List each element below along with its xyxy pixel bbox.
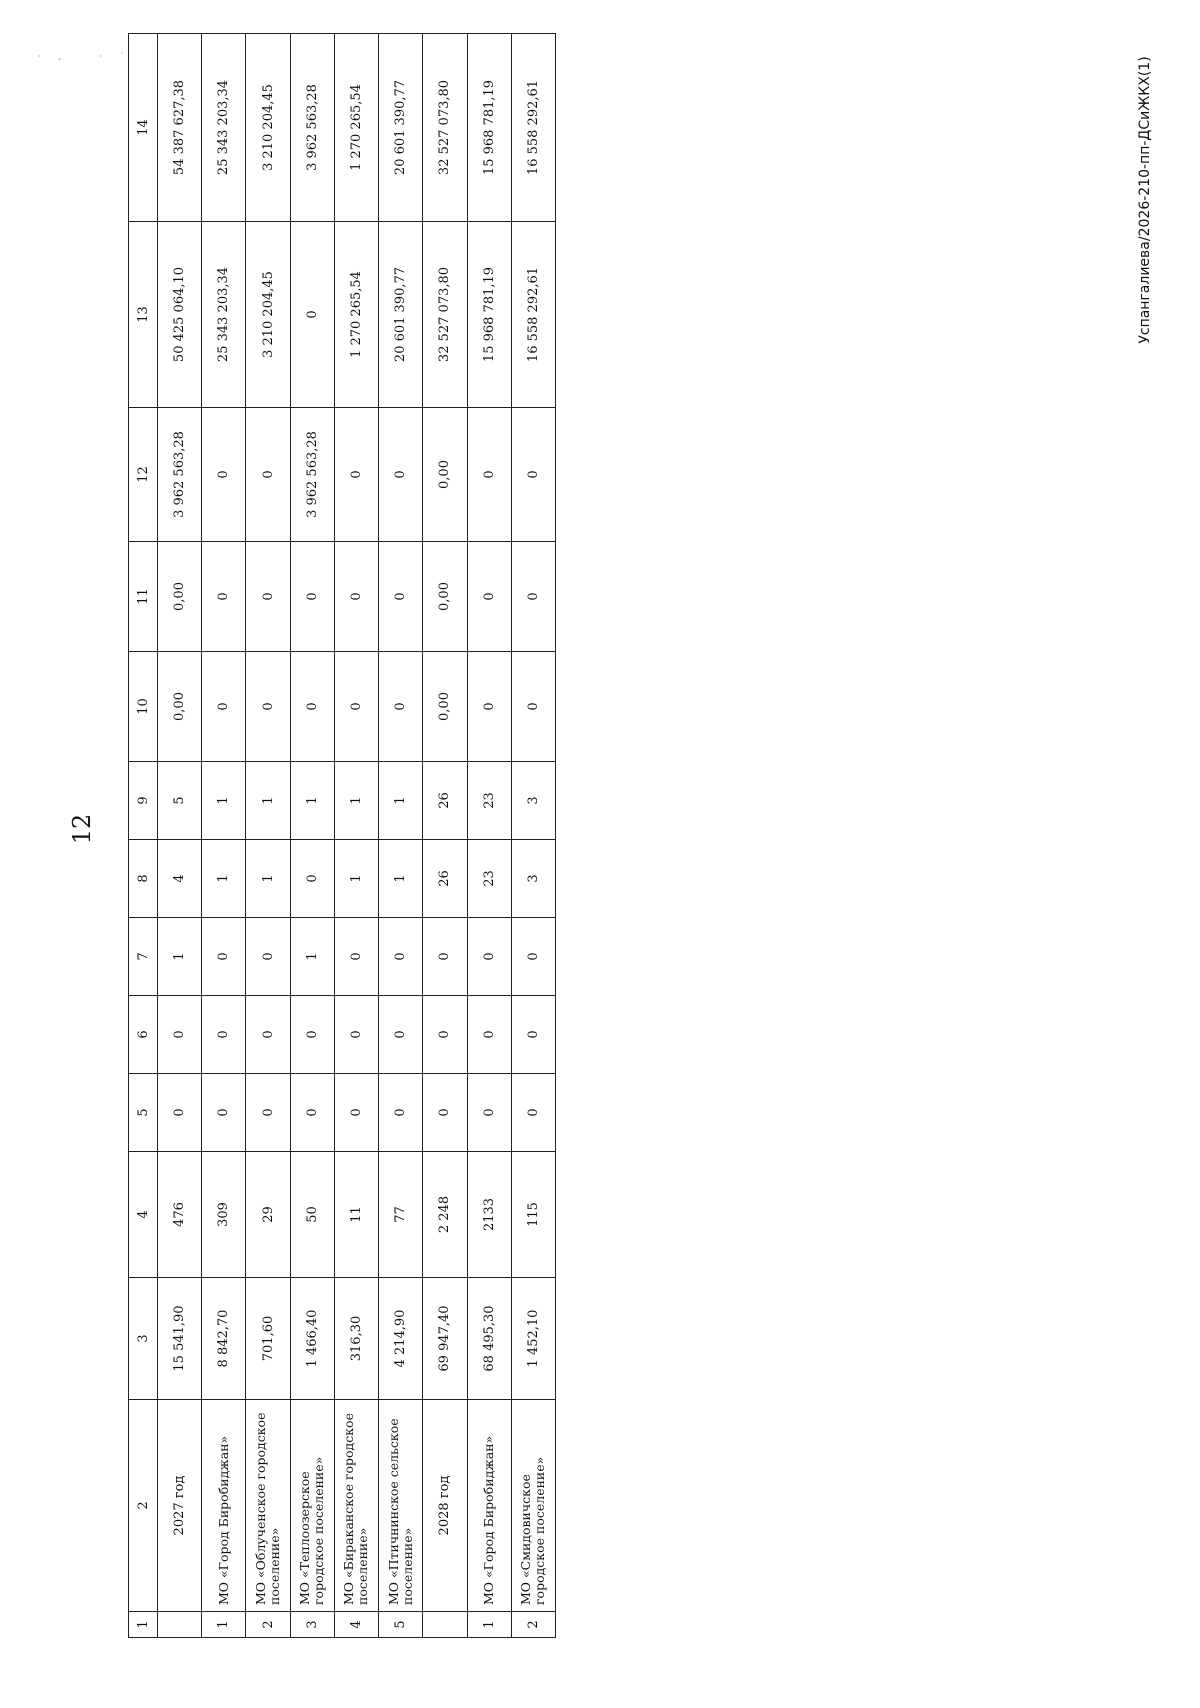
table-cell: 1 (467, 1612, 511, 1638)
table-cell: 0 (467, 996, 511, 1074)
table-cell: 15 541,90 (158, 1278, 202, 1400)
table-cell: 0 (202, 918, 246, 996)
scan-specks: ·‚ ·˙ (38, 52, 143, 61)
column-header-11: 11 (129, 542, 158, 652)
table-cell: 29 (246, 1152, 290, 1278)
table-cell: 5 (158, 762, 202, 840)
header-row (129, 34, 158, 1638)
table-cell: 0 (246, 652, 290, 762)
table-cell: 1 466,40 (290, 1278, 334, 1400)
table-cell: 0 (334, 408, 378, 542)
row-label-cell: МО «Смидовичское городское поселение» (511, 1400, 555, 1612)
table-cell: 0,00 (423, 542, 467, 652)
table-row (246, 34, 290, 1638)
table-cell: 0 (290, 996, 334, 1074)
table-cell: 1 (246, 840, 290, 918)
table-cell: 0 (290, 222, 334, 408)
row-label-cell: МО «Птичнинское сельское поселение» (379, 1400, 423, 1612)
table-cell: 1 (379, 762, 423, 840)
column-header-4: 4 (129, 1152, 158, 1278)
column-header-10: 10 (129, 652, 158, 762)
table-cell: 8 842,70 (202, 1278, 246, 1400)
table-cell: 0 (379, 918, 423, 996)
table-cell: 16 558 292,61 (511, 222, 555, 408)
table-cell: 0 (290, 840, 334, 918)
column-header-8: 8 (129, 840, 158, 918)
table-cell: 1 270 265,54 (334, 34, 378, 222)
table-cell: 1 (246, 762, 290, 840)
table-cell: 3 962 563,28 (290, 408, 334, 542)
column-header-5: 5 (129, 1074, 158, 1152)
table-cell: 0 (379, 996, 423, 1074)
table-cell: 0 (379, 408, 423, 542)
table-cell: 0,00 (158, 542, 202, 652)
table-cell: 3 (290, 1612, 334, 1638)
table-row (423, 34, 467, 1638)
table-cell: 0 (423, 996, 467, 1074)
table-cell: 0 (202, 652, 246, 762)
page-number: 12 (68, 813, 96, 845)
table-cell: 69 947,40 (423, 1278, 467, 1400)
table-cell (158, 1612, 202, 1638)
table-cell: 77 (379, 1152, 423, 1278)
table-cell: 1 (202, 1612, 246, 1638)
table-cell: 54 387 627,38 (158, 34, 202, 222)
table-cell: 476 (158, 1152, 202, 1278)
table-cell: 50 (290, 1152, 334, 1278)
table-cell: 11 (334, 1152, 378, 1278)
table-cell: 0 (246, 408, 290, 542)
table-cell: 3 (511, 762, 555, 840)
table-row (379, 34, 423, 1638)
table-cell: 0,00 (423, 408, 467, 542)
table-cell: 0 (423, 918, 467, 996)
table-cell: 0 (334, 918, 378, 996)
table-cell: 4 (158, 840, 202, 918)
table-cell: 0 (379, 542, 423, 652)
column-header-14: 14 (129, 34, 158, 222)
table-cell: 115 (511, 1152, 555, 1278)
table-cell: 0 (467, 408, 511, 542)
table-cell: 0 (202, 542, 246, 652)
table-cell: 68 495,30 (467, 1278, 511, 1400)
table-cell: 0 (511, 652, 555, 762)
table-cell: 0 (334, 1074, 378, 1152)
table-cell: 2133 (467, 1152, 511, 1278)
table-cell: 25 343 203,34 (202, 34, 246, 222)
table-cell: 2 (246, 1612, 290, 1638)
table-row (334, 34, 378, 1638)
table-cell: 3 (511, 840, 555, 918)
table-cell: 0 (423, 1074, 467, 1152)
table-cell: 0,00 (158, 652, 202, 762)
table-cell: 0 (511, 1074, 555, 1152)
table-cell: 0 (202, 1074, 246, 1152)
row-label-cell: МО «Город Биробиджан» (202, 1400, 246, 1612)
table-cell: 1 (202, 762, 246, 840)
table-cell: 0 (290, 542, 334, 652)
table-cell: 32 527 073,80 (423, 34, 467, 222)
table-cell: 0 (246, 1074, 290, 1152)
table-cell: 0 (334, 996, 378, 1074)
table-cell: 0 (246, 996, 290, 1074)
table-cell: 2 (511, 1612, 555, 1638)
table-cell: 1 (290, 918, 334, 996)
table-cell: 1 (334, 840, 378, 918)
table-cell: 0 (467, 1074, 511, 1152)
table-cell: 25 343 203,34 (202, 222, 246, 408)
table-cell: 1 452,10 (511, 1278, 555, 1400)
table-cell: 5 (379, 1612, 423, 1638)
table-cell: 0 (202, 996, 246, 1074)
table-cell: 0 (246, 542, 290, 652)
rotated-table-container (128, 34, 556, 1638)
row-label-cell: 2027 год (158, 1400, 202, 1612)
table-cell: 4 214,90 (379, 1278, 423, 1400)
table-cell: 1 (202, 840, 246, 918)
table-cell: 50 425 064,10 (158, 222, 202, 408)
row-label-cell: МО «Город Биробиджан» (467, 1400, 511, 1612)
table-cell: 1 (158, 918, 202, 996)
table-cell: 4 (334, 1612, 378, 1638)
table-cell: 0 (290, 1074, 334, 1152)
column-header-3: 3 (129, 1278, 158, 1400)
table-cell: 15 968 781,19 (467, 222, 511, 408)
row-label-cell: 2028 год (423, 1400, 467, 1612)
table-cell: 1 (290, 762, 334, 840)
table-cell (423, 1612, 467, 1638)
table-body (158, 34, 556, 1638)
table-cell: 0 (467, 652, 511, 762)
table-cell: 701,60 (246, 1278, 290, 1400)
row-label-cell: МО «Облученское городское поселение» (246, 1400, 290, 1612)
table-cell: 3 962 563,28 (290, 34, 334, 222)
table-cell: 1 (334, 762, 378, 840)
table-cell: 1 (379, 840, 423, 918)
table-cell: 0 (379, 652, 423, 762)
column-header-6: 6 (129, 996, 158, 1074)
table-cell: 26 (423, 840, 467, 918)
table-cell: 0 (246, 918, 290, 996)
row-label-cell: МО «Бираканское городское поселение» (334, 1400, 378, 1612)
table-cell: 0 (158, 996, 202, 1074)
table-cell: 0 (202, 408, 246, 542)
table-cell: 16 558 292,61 (511, 34, 555, 222)
table-cell: 2 248 (423, 1152, 467, 1278)
column-header-1: 1 (129, 1612, 158, 1638)
table-row (467, 34, 511, 1638)
table-cell: 0 (158, 1074, 202, 1152)
table-cell: 0 (511, 542, 555, 652)
table-cell: 3 210 204,45 (246, 222, 290, 408)
column-header-7: 7 (129, 918, 158, 996)
table-cell: 0 (290, 652, 334, 762)
table-cell: 20 601 390,77 (379, 34, 423, 222)
table-cell: 0,00 (423, 652, 467, 762)
table-cell: 0 (467, 918, 511, 996)
table-cell: 3 962 563,28 (158, 408, 202, 542)
row-label-cell: МО «Теплоозерское городское поселение» (290, 1400, 334, 1612)
table-cell: 0 (379, 1074, 423, 1152)
table-cell: 26 (423, 762, 467, 840)
table-cell: 0 (334, 652, 378, 762)
table-cell: 0 (511, 408, 555, 542)
table-cell: 20 601 390,77 (379, 222, 423, 408)
table-cell: 0 (511, 918, 555, 996)
table-row (511, 34, 555, 1638)
document-stamp-text: Успангалиева/2026-210-пп-ДСиЖКХ(1) (1137, 56, 1153, 344)
table-row (290, 34, 334, 1638)
column-header-13: 13 (129, 222, 158, 408)
table-cell: 316,30 (334, 1278, 378, 1400)
column-header-12: 12 (129, 408, 158, 542)
table-cell: 15 968 781,19 (467, 34, 511, 222)
table-cell: 23 (467, 840, 511, 918)
table-cell: 3 210 204,45 (246, 34, 290, 222)
table-cell: 309 (202, 1152, 246, 1278)
table-row (158, 34, 202, 1638)
table-cell: 32 527 073,80 (423, 222, 467, 408)
table-cell: 0 (467, 542, 511, 652)
table-cell: 0 (334, 542, 378, 652)
table-row (202, 34, 246, 1638)
table-cell: 23 (467, 762, 511, 840)
table-cell: 0 (511, 996, 555, 1074)
column-header-9: 9 (129, 762, 158, 840)
column-header-2: 2 (129, 1400, 158, 1612)
table-cell: 1 270 265,54 (334, 222, 378, 408)
data-table (128, 33, 556, 1638)
